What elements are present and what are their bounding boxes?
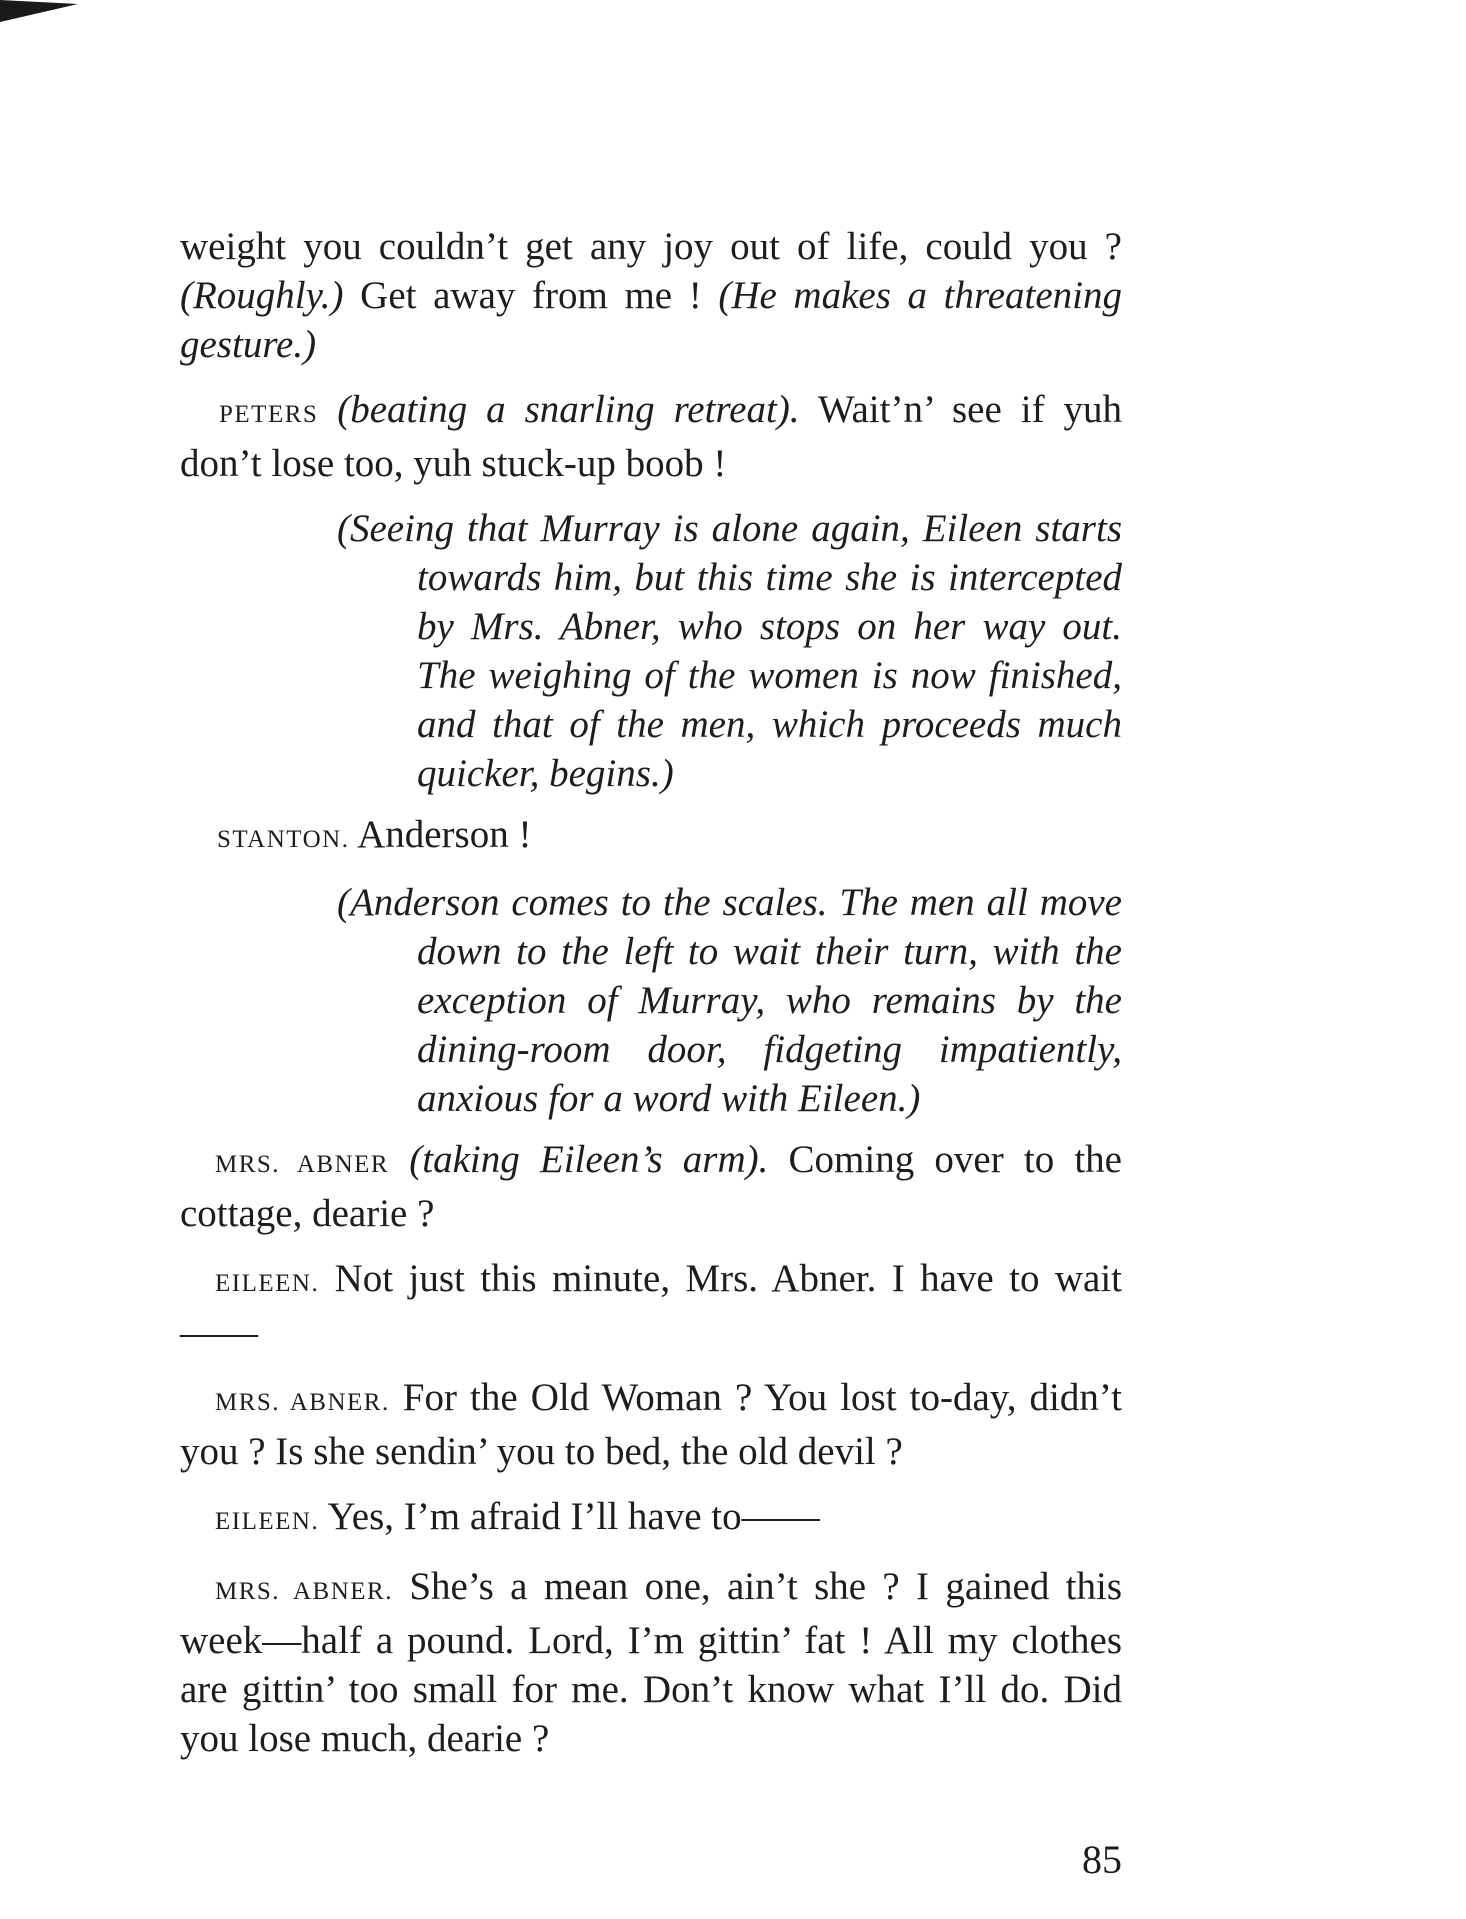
speech-text: Coming over to the cottage, dearie ? (180, 1138, 1122, 1235)
stage-direction: (He makes a threatening gesture.) (180, 274, 1122, 366)
page-corner-mark (0, 0, 80, 30)
stage-direction-block: (Anderson comes to the scales. The men all move down to the left to wait their turn, with the exception of Murray, who remains by the dining-room door, fidgeting impatiently, anxious for a word with Eileen.) (337, 881, 1122, 1120)
speaker-name: PETERS (219, 401, 319, 428)
speech-text: Anderson ! (357, 813, 532, 856)
stage-direction: (Roughly.) (180, 274, 344, 317)
speaker-name: MRS. ABNER (215, 1151, 390, 1178)
speaker-name: EILEEN. (215, 1270, 320, 1297)
speaker-name: EILEEN. (215, 1508, 320, 1535)
paragraph-peters (180, 385, 1122, 488)
page-text (180, 222, 1122, 1779)
speech-text: Wait’n’ see if yuh don’t lose too, yuh stuck-up boob ! (180, 388, 1123, 485)
speaker-name: MRS. ABNER. (215, 1389, 390, 1416)
stage-direction: (taking Eileen’s arm). (409, 1138, 769, 1181)
stage-direction-block: (Seeing that Murray is alone again, Eileen starts towards him, but this time she is intercepted by Mrs. Abner, who stops on her way out. The weighing of the women is now finished, and that of the men, which proceeds much quicker, begins.) (337, 507, 1122, 795)
paragraph-stanton (217, 810, 1122, 864)
paragraph-mrs-abner (180, 1562, 1122, 1763)
speaker-name: STANTON. (217, 826, 350, 853)
stage-direction: (beating a snarling retreat). (337, 388, 800, 431)
paragraph-continued (180, 222, 1122, 369)
speech-text: Get away from me ! (360, 274, 702, 317)
paragraph-eileen (180, 1492, 1122, 1546)
speech-text: She’s a mean one, ain’t she ? I gained this week—half a pound. Lord, I’m gittin’ fat ! All my clothes are gittin’ too small for me. Don’t know what I’ll do. Did you lose much, dearie ? (180, 1565, 1123, 1760)
speech-text: Yes, I’m afraid I’ll have to—— (327, 1495, 820, 1538)
continued-line: weight you couldn’t get any joy out of life, could you ? (180, 225, 1122, 268)
speaker-name: MRS. ABNER. (215, 1578, 393, 1605)
paragraph-mrs-abner (180, 1135, 1122, 1238)
speech-text: Not just this minute, Mrs. Abner. I have to wait—— (180, 1257, 1123, 1354)
paragraph-mrs-abner (180, 1373, 1122, 1476)
speech-text: For the Old Woman ? You lost to-day, didn’t you ? Is she sendin’ you to bed, the old devil ? (180, 1376, 1122, 1473)
paragraph-eileen (180, 1254, 1122, 1357)
page-number: 85 (1082, 1837, 1122, 1882)
